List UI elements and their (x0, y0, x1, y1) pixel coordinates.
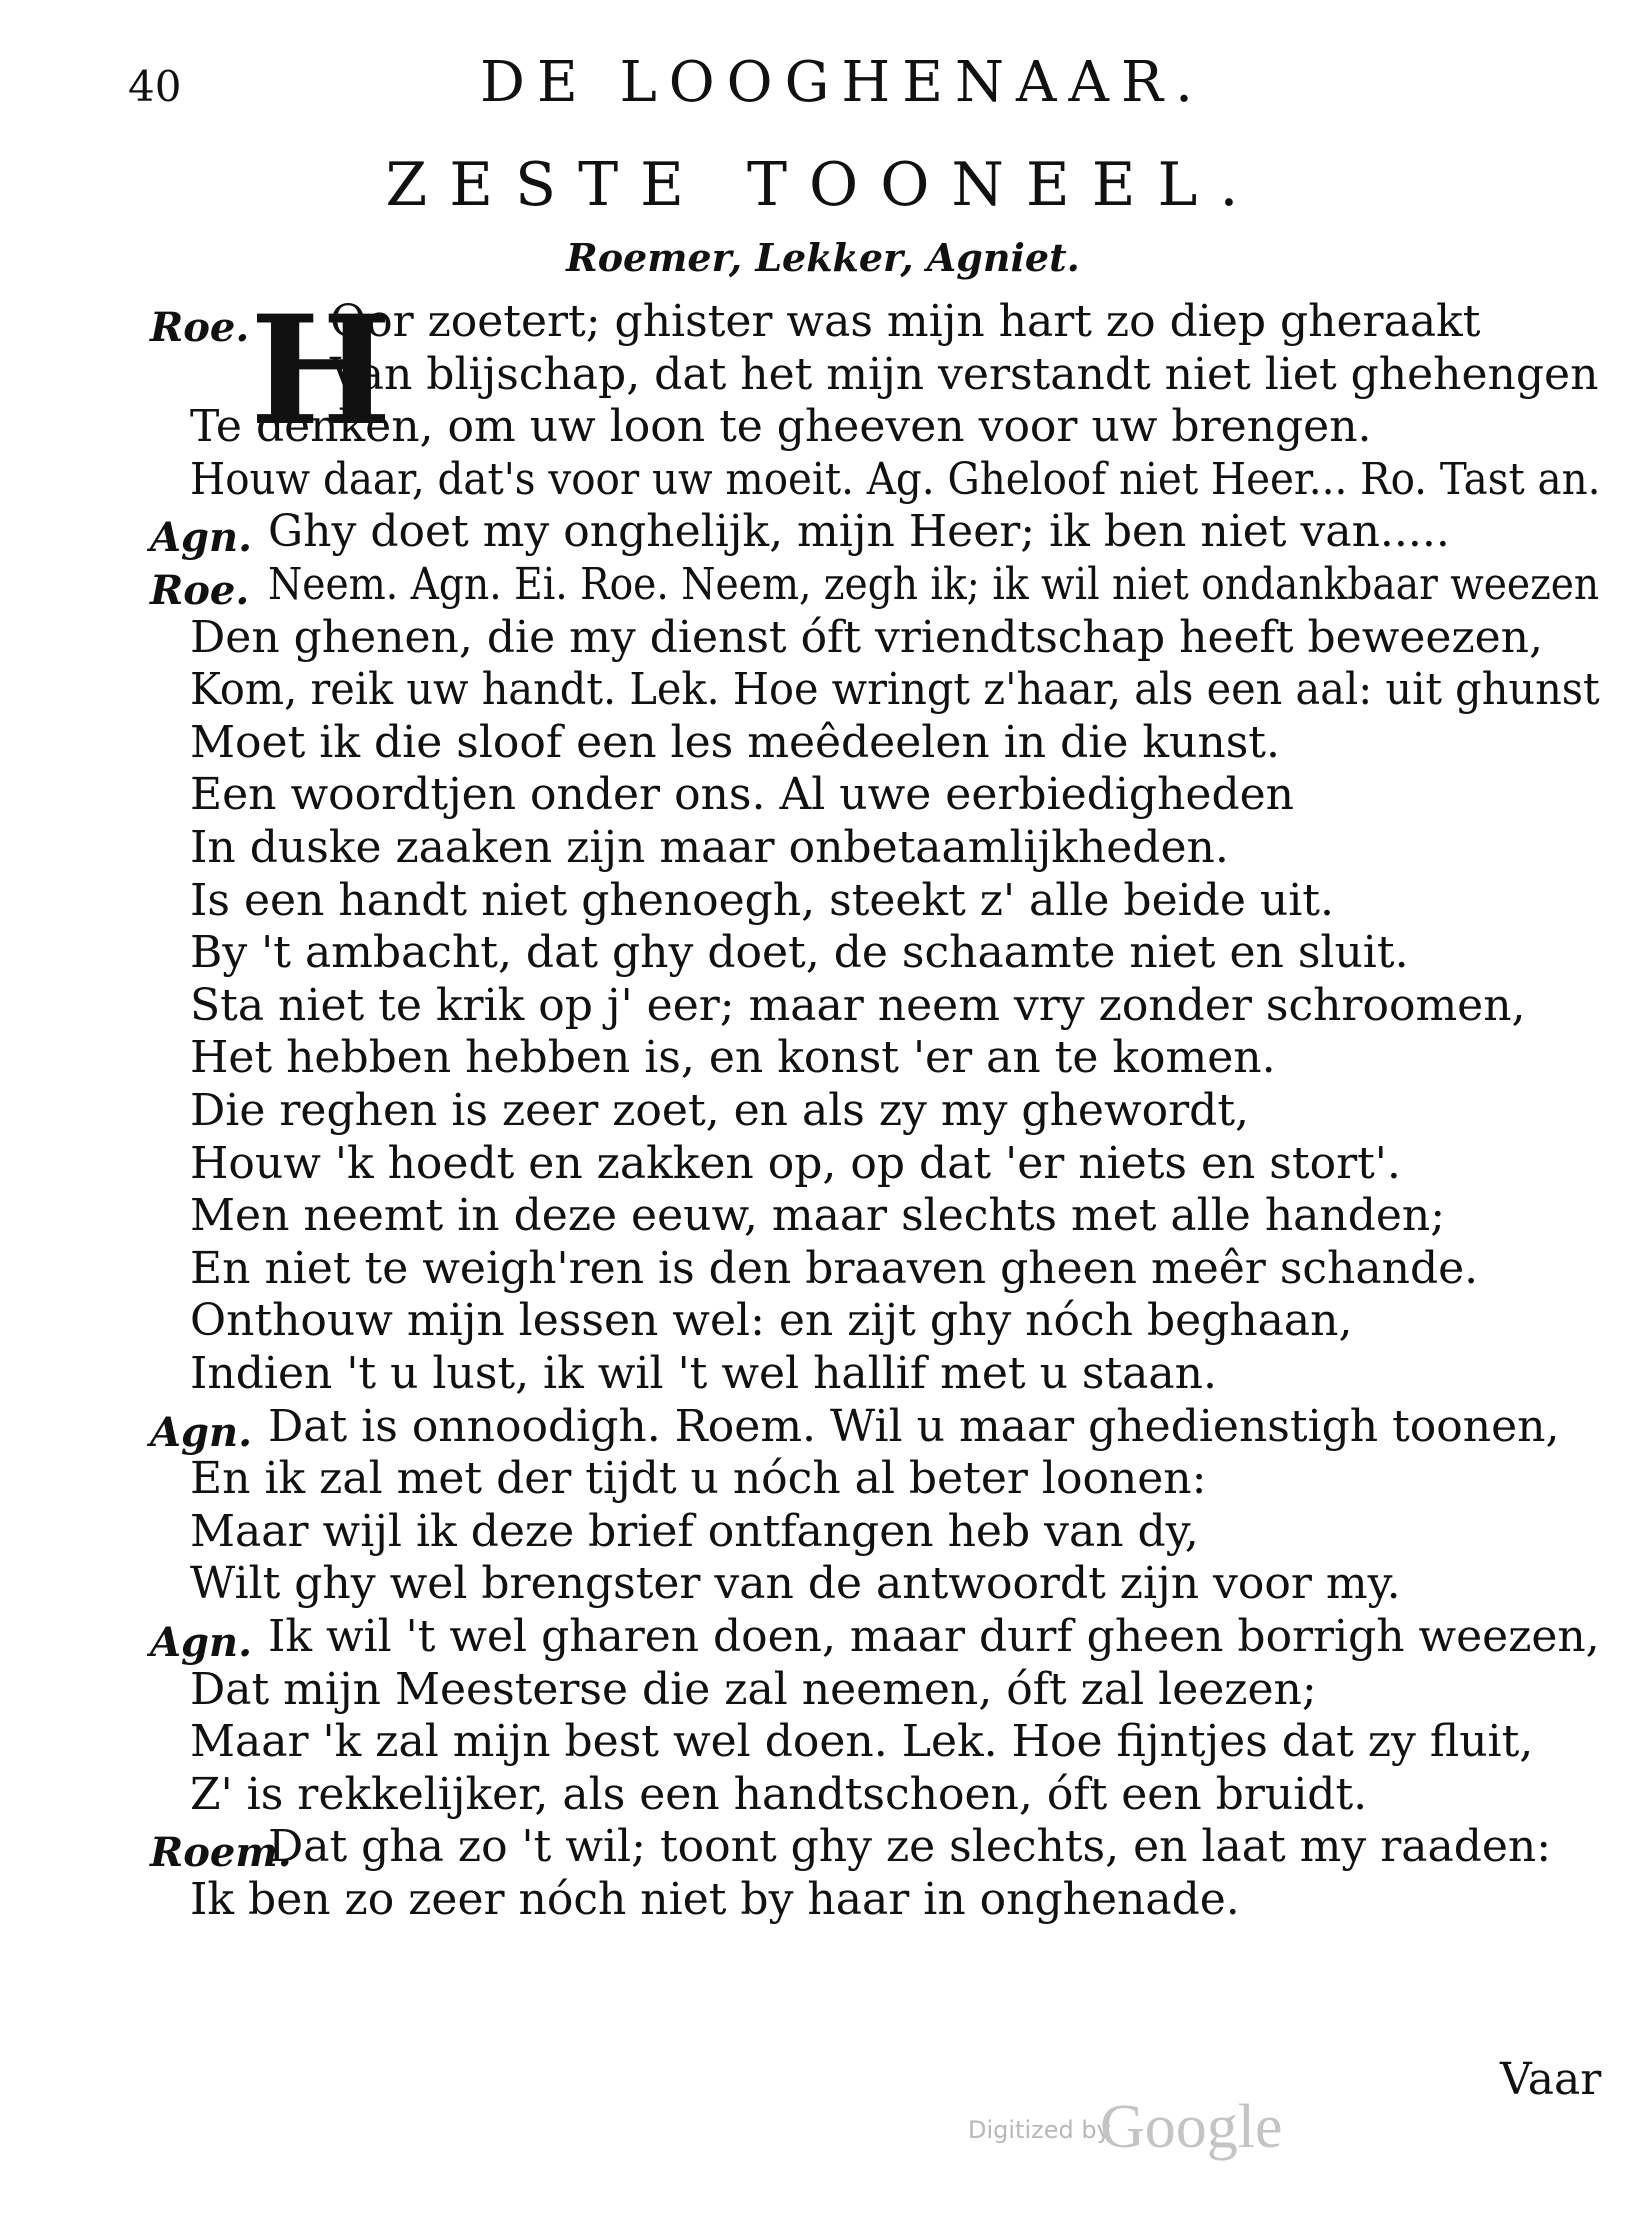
verse-line: Te denken, om uw loon te gheeven voor uw brengen. (190, 401, 1372, 453)
verse-line: Maar 'k zal mijn best wel doen. Lek. Hoe fijntjes dat zy fluit, (190, 1716, 1534, 1768)
speaker-label: Agn. (150, 1619, 253, 1666)
verse-line: Indien 't u lust, ik wil 't wel hallif met u staan. (190, 1348, 1217, 1399)
verse-line: En niet te weigh'ren is den braaven gheen meêr schande. (190, 1242, 1479, 1294)
verse-line: Den ghenen, die my dienst óft vriendtschap heeft beweezen, (190, 611, 1543, 663)
verse-line: Oor zoetert; ghister was mijn hart zo diep gheraakt (330, 296, 1481, 347)
verse-line: Ik wil 't wel gharen doen, maar durf gheen borrigh weezen, (268, 1611, 1600, 1662)
verse-line: Dat mijn Meesterse die zal neemen, óft zal leezen; (190, 1663, 1317, 1715)
speaker-label: Roem. (150, 1829, 292, 1877)
verse-line: Ghy doet my onghelijk, mijn Heer; ik ben niet van..... (268, 506, 1450, 558)
verse-line: Moet ik die sloof een les meêdeelen in die kunst. (190, 716, 1280, 768)
verse-line: Een woordtjen onder ons. Al uwe eerbiedigheden (190, 769, 1295, 821)
speaker-label: Roe. (150, 567, 250, 614)
verse-line: Men neemt in deze eeuw, maar slechts met alle handen; (190, 1190, 1446, 1242)
drop-capital: H (250, 283, 392, 459)
speaker-label: Agn. (150, 1408, 253, 1456)
catchword: Vaar (1500, 2054, 1602, 2105)
verse-line: In duske zaaken zijn maar onbetaamlijkheden. (190, 822, 1229, 873)
verse-line: By 't ambacht, dat ghy doet, de schaamte niet en sluit. (190, 927, 1409, 979)
page-number: 40 (128, 62, 182, 111)
verse-line: Maar wijl ik deze brief ontfangen heb van dy, (190, 1505, 1199, 1557)
verse-line: Wilt ghy wel brengster van de antwoordt zijn voor my. (190, 1558, 1401, 1610)
verse-line: En ik zal met der tijdt u nóch al beter loonen: (190, 1453, 1207, 1505)
scene-title: ZESTE TOONEEL. (385, 150, 1261, 220)
speaker-label: Roe. (150, 304, 250, 351)
verse-line: Neem. Agn. Ei. Roe. Neem, zegh ik; ik wil niet ondankbaar weezen (268, 559, 1600, 610)
verse-line: Sta niet te krik op j' eer; maar neem vry zonder schroomen, (190, 979, 1526, 1031)
verse-line: Dat gha zo 't wil; toont ghy ze slechts, en laat my raaden: (268, 1821, 1552, 1873)
verse-line: Houw daar, dat's voor uw moeit. Ag. Gheloof niet Heer... Ro. Tast an. (190, 453, 1601, 505)
running-title: DE LOOGHENAAR. (480, 50, 1205, 115)
verse-line: Onthouw mijn lessen wel: en zijt ghy nóch beghaan, (190, 1295, 1353, 1347)
digitized-by-label: Digitized by (968, 2116, 1111, 2144)
verse-line: Die reghen is zeer zoet, en als zy my ghewordt, (190, 1085, 1249, 1136)
verse-line: Dat is onnoodigh. Roem. Wil u maar ghedienstigh toonen, (268, 1400, 1560, 1452)
speaker-label: Agn. (150, 514, 253, 562)
verse-line: Ik ben zo zeer nóch niet by haar in onghenade. (190, 1874, 1240, 1925)
google-watermark: Google (1100, 2093, 1283, 2161)
verse-line: Z' is rekkelijker, als een handtschoen, óft een bruidt. (190, 1768, 1368, 1820)
verse-line: Houw 'k hoedt en zakken op, op dat 'er niets en stort'. (190, 1137, 1401, 1189)
scene-characters: Roemer, Lekker, Agniet. (566, 235, 1080, 280)
verse-line: Het hebben hebben is, en konst 'er an te komen. (190, 1032, 1276, 1084)
verse-line: Kom, reik uw handt. Lek. Hoe wringt z'haar, als een aal: uit ghunst (190, 664, 1600, 716)
verse-line: Is een handt niet ghenoegh, steekt z' alle beide uit. (190, 874, 1334, 926)
verse-line: Van blijschap, dat het mijn verstandt niet liet ghehengen (330, 348, 1599, 400)
